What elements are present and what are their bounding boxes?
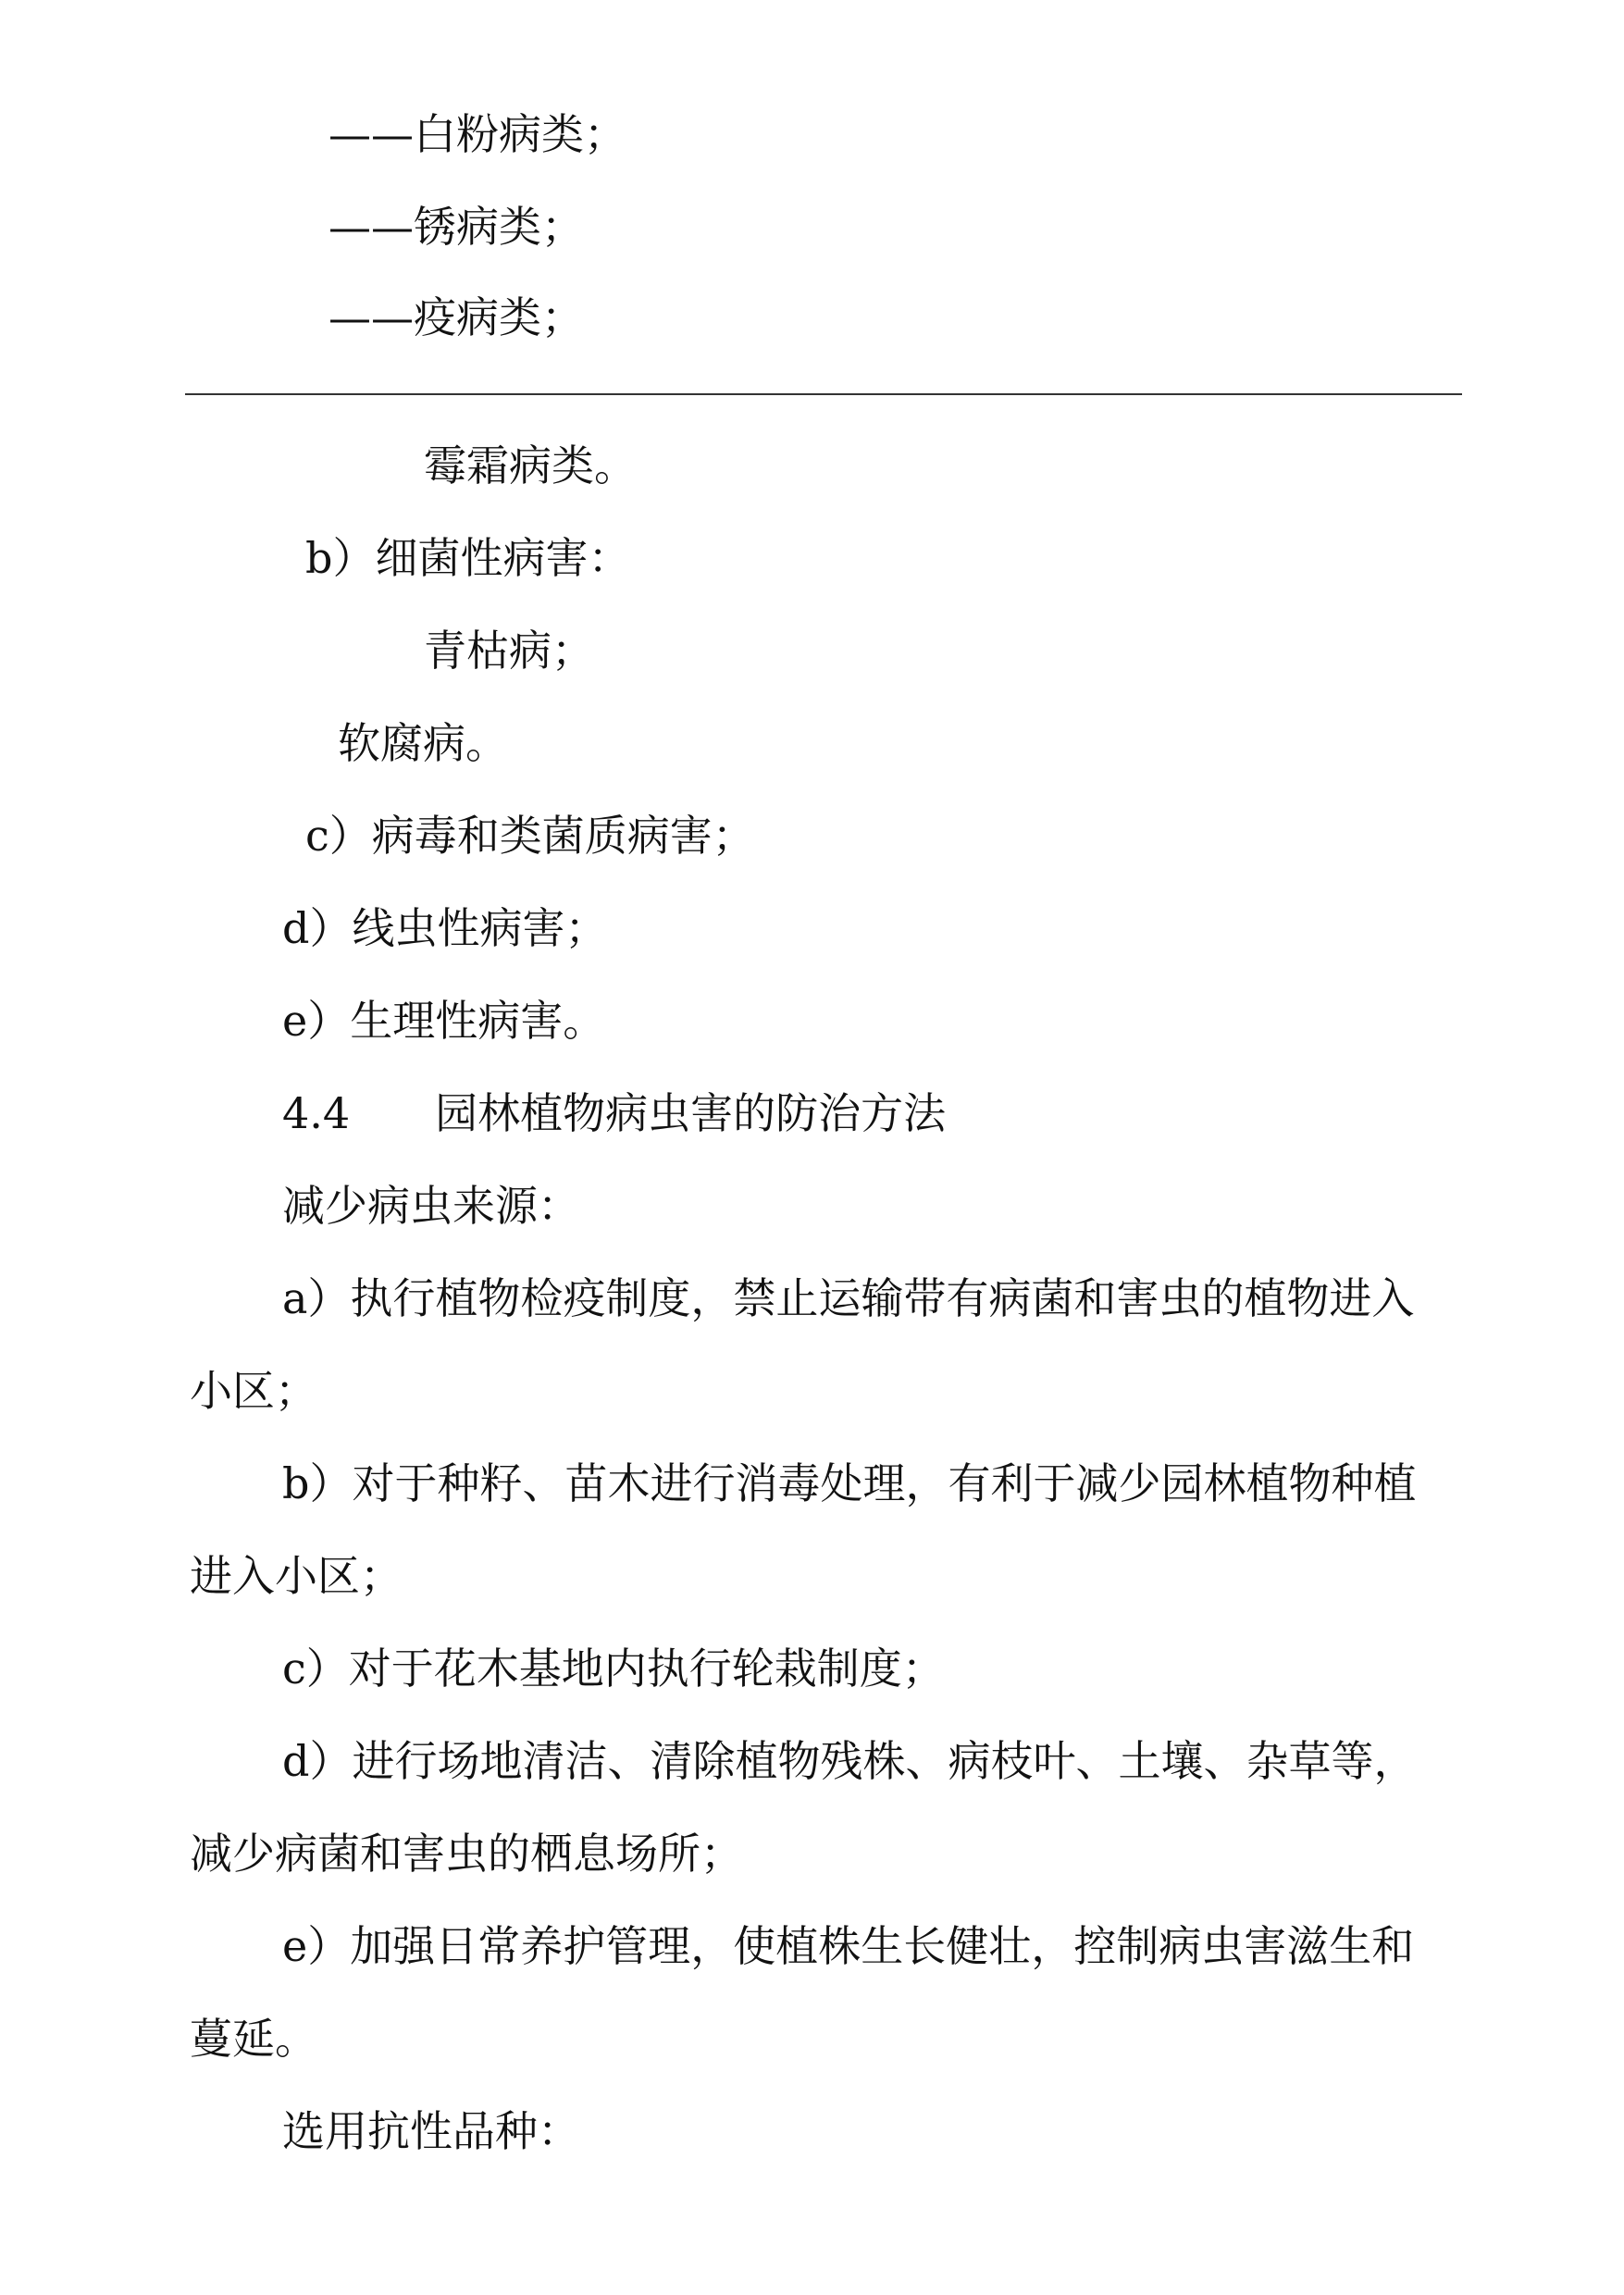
list-item-nematode-diseases: d）线虫性病害； — [282, 903, 608, 953]
paragraph-c: c）对于花木基地内执行轮栽制度； — [282, 1644, 945, 1693]
list-item-powdery-mildew: ——白粉病类； — [329, 109, 626, 159]
subheading-resistant-varieties: 选用抗性品种： — [282, 2106, 580, 2156]
section-heading-4-4: 4.4 园林植物病虫害的防治方法 — [282, 1088, 947, 1138]
list-item-downy-mildew: 霉霜病类。 — [424, 440, 637, 490]
paragraph-e-line-1: e）加强日常养护管理，使植株生长健壮，控制病虫害滋生和 — [282, 1921, 1415, 1971]
list-item-bacterial-wilt: 青枯病； — [424, 626, 594, 676]
list-item-blight: ——疫病类； — [329, 292, 584, 342]
section-divider — [185, 393, 1462, 395]
list-item-viral-diseases: c）病毒和类菌质病害； — [305, 811, 755, 861]
list-item-bacterial-diseases: b）细菌性病害： — [305, 533, 631, 583]
list-item-physiological-diseases: e）生理性病害。 — [282, 996, 606, 1046]
paragraph-b-line-2: 进入小区； — [190, 1551, 403, 1601]
paragraph-d-line-2: 减少病菌和害虫的栖息场所； — [190, 1829, 743, 1879]
subheading-reduce-sources: 减少病虫来源： — [282, 1181, 580, 1231]
paragraph-e-line-2: 蔓延。 — [190, 2014, 317, 2064]
paragraph-a-line-1: a）执行植物检疫制度，禁止运输带有病菌和害虫的植物进入 — [282, 1273, 1415, 1323]
paragraph-b-line-1: b）对于种籽、苗木进行消毒处理，有利于减少园林植物种植 — [282, 1458, 1417, 1508]
list-item-soft-rot: 软腐病。 — [338, 718, 508, 768]
paragraph-d-line-1: d）进行场地清洁、清除植物残株、病枝叶、土壤、杂草等， — [282, 1736, 1417, 1786]
paragraph-a-line-2: 小区； — [190, 1366, 317, 1416]
list-item-rust: ——锈病类； — [329, 202, 584, 252]
